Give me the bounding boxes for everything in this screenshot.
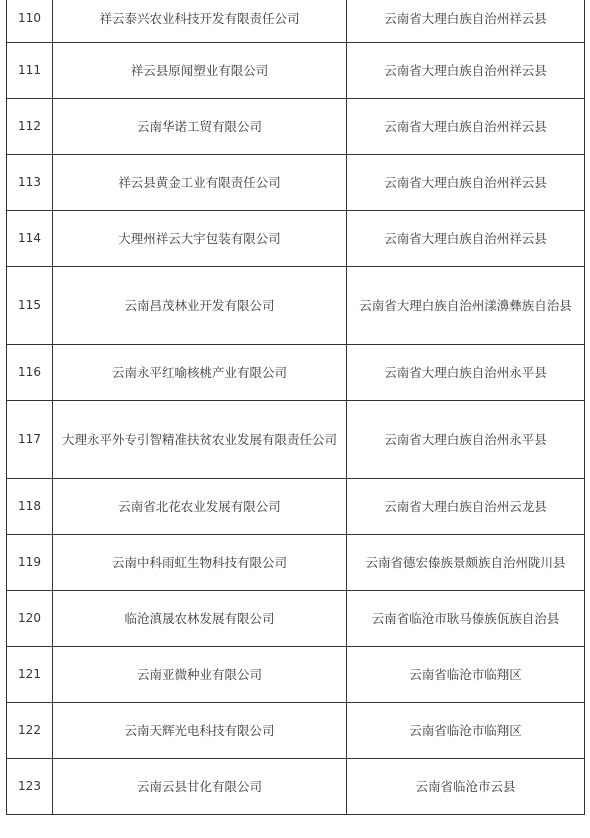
- company-location: 云南省大理白族自治州祥云县: [347, 0, 585, 43]
- company-location: 云南省大理白族自治州永平县: [347, 345, 585, 401]
- company-location: 云南省临沧市临翔区: [347, 703, 585, 759]
- table-row: [7, 99, 585, 155]
- table-row: [7, 43, 585, 99]
- company-name: 云南华诺工贸有限公司: [53, 99, 347, 155]
- company-location: 云南省大理白族自治州祥云县: [347, 99, 585, 155]
- company-table: [6, 0, 585, 815]
- company-name: 云南云县甘化有限公司: [53, 759, 347, 815]
- row-number: 110: [7, 0, 53, 43]
- company-location: 云南省大理白族自治州云龙县: [347, 479, 585, 535]
- table-row: [7, 0, 585, 43]
- table-row: [7, 759, 585, 815]
- company-location: 云南省临沧市耿马傣族佤族自治县: [347, 591, 585, 647]
- row-number: 120: [7, 591, 53, 647]
- company-location: 云南省大理白族自治州祥云县: [347, 43, 585, 99]
- table-row: [7, 211, 585, 267]
- company-name: 祥云泰兴农业科技开发有限责任公司: [53, 0, 347, 43]
- company-name: 云南亚微种业有限公司: [53, 647, 347, 703]
- row-number: 117: [7, 401, 53, 479]
- company-location: 云南省临沧市临翔区: [347, 647, 585, 703]
- company-location: 云南省大理白族自治州永平县: [347, 401, 585, 479]
- company-location: 云南省德宏傣族景颇族自治州陇川县: [347, 535, 585, 591]
- row-number: 116: [7, 345, 53, 401]
- company-name: 大理永平外专引智精准扶贫农业发展有限责任公司: [53, 401, 347, 479]
- company-location: 云南省大理白族自治州漾濞彝族自治县: [347, 267, 585, 345]
- table-row: [7, 647, 585, 703]
- table-row: [7, 479, 585, 535]
- company-name: 大理州祥云大宇包装有限公司: [53, 211, 347, 267]
- table-row: [7, 535, 585, 591]
- table-row: [7, 267, 585, 345]
- company-name: 云南中科雨虹生物科技有限公司: [53, 535, 347, 591]
- company-name: 祥云县黄金工业有限责任公司: [53, 155, 347, 211]
- table-row: [7, 591, 585, 647]
- company-name: 云南省北花农业发展有限公司: [53, 479, 347, 535]
- row-number: 113: [7, 155, 53, 211]
- company-location: 云南省大理白族自治州祥云县: [347, 155, 585, 211]
- company-name: 临沧滇晟农林发展有限公司: [53, 591, 347, 647]
- table-row: [7, 155, 585, 211]
- row-number: 119: [7, 535, 53, 591]
- row-number: 114: [7, 211, 53, 267]
- row-number: 112: [7, 99, 53, 155]
- row-number: 122: [7, 703, 53, 759]
- company-name: 云南永平红喻核桃产业有限公司: [53, 345, 347, 401]
- table-row: [7, 345, 585, 401]
- table-row: [7, 401, 585, 479]
- row-number: 123: [7, 759, 53, 815]
- company-name: 云南昌茂林业开发有限公司: [53, 267, 347, 345]
- row-number: 121: [7, 647, 53, 703]
- company-location: 云南省临沧市云县: [347, 759, 585, 815]
- table-row: [7, 703, 585, 759]
- row-number: 118: [7, 479, 53, 535]
- company-name: 祥云县原闻塑业有限公司: [53, 43, 347, 99]
- row-number: 115: [7, 267, 53, 345]
- company-name: 云南天辉光电科技有限公司: [53, 703, 347, 759]
- row-number: 111: [7, 43, 53, 99]
- company-location: 云南省大理白族自治州祥云县: [347, 211, 585, 267]
